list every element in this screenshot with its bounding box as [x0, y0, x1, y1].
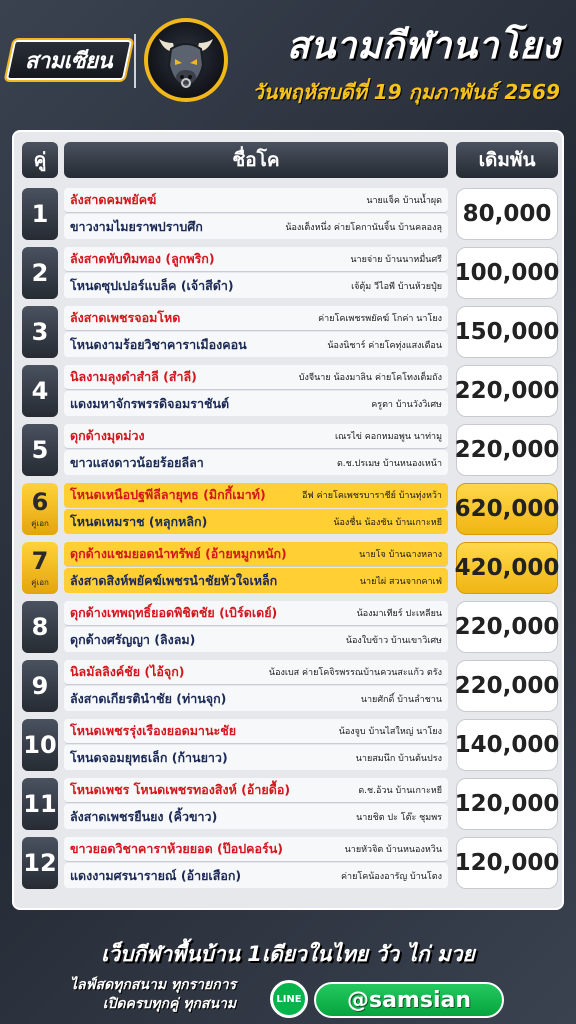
bet-amount-text: 120,000 [454, 791, 560, 817]
bet-amount-text: 620,000 [454, 496, 560, 522]
bet-amount [456, 424, 558, 476]
bet-amount-text: 220,000 [454, 673, 560, 699]
fighter-name: ลังสาดเพชรจอมโหด [70, 310, 181, 325]
fighter-blue-corner [64, 509, 448, 534]
pair-number-text: 3 [31, 318, 49, 346]
column-header-pair: คู่ [22, 142, 58, 178]
bet-amount-text: 120,000 [454, 850, 560, 876]
table-row [22, 365, 558, 417]
bet-amount [456, 306, 558, 358]
bet-amount [456, 365, 558, 417]
bet-amount-text: 420,000 [454, 555, 560, 581]
bet-amount-text: 100,000 [454, 260, 560, 286]
fighter-blue-corner [64, 686, 448, 711]
pair-number-text: 6 [31, 488, 49, 516]
pair-number [22, 424, 58, 476]
fighter-red-corner [64, 837, 448, 862]
fighter-owner: น้องมาเทียร์ ปะเหลียน [356, 609, 442, 619]
bet-amount [456, 542, 558, 594]
event-date: วันพฤหัสบดีที่ 19 กุมภาพันธ์ 2569 [252, 80, 560, 104]
fighter-blue-corner [64, 450, 448, 475]
pair-number [22, 247, 58, 299]
fighter-name: ดุกด้างมุดม่วง [70, 428, 145, 443]
bet-amount [456, 188, 558, 240]
fighter-red-corner [64, 660, 448, 685]
column-header-bet: เดิมพัน [456, 142, 558, 178]
main-event-label: คู่เอก [31, 519, 49, 528]
fighter-owner: นายศักดิ์ บ้านลำชาน [360, 694, 442, 705]
fighter-owner: ค่ายโคน้องอารัญ บ้านโตง [341, 871, 442, 882]
fighters-cell [64, 365, 448, 417]
fighters-cell [64, 719, 448, 771]
fighter-name: ลังสาดสิงห์พยัคฆ์เพชรนำชัยหัวใจเหล็ก [70, 572, 278, 588]
pair-number-text: 2 [31, 259, 49, 287]
pair-number-text: 7 [31, 547, 49, 575]
fighter-owner: นายชิต ปะ โต๊ะ ชุมพร [356, 812, 442, 823]
fighter-name: โหนดงามร้อยวิชาคาราเมืองคอน [70, 336, 247, 352]
fighter-red-corner [64, 542, 448, 567]
fighter-red-corner [64, 188, 448, 213]
footer-line-1: ไลฟ์สดทุกสนาม ทุกรายการ [70, 977, 237, 993]
table-row [22, 424, 558, 476]
bet-amount [456, 719, 558, 771]
fighter-owner: เณรไข่ คอกหมอพูน นาท่ามู [334, 432, 442, 442]
pair-number-text: 9 [31, 672, 49, 700]
fighter-name: ขาวงามไมยราพปราบศึก [70, 218, 203, 234]
pair-number [22, 601, 58, 653]
pair-number [22, 306, 58, 358]
fighter-owner: อีฟ ค่ายโคเพชรบาราชีย์ บ้านทุ่งหว้า [302, 491, 442, 501]
fighter-owner: น้องนิชาร์ ค่ายโคทุ่งแสงเดือน [327, 340, 442, 351]
pair-number [22, 837, 58, 889]
table-row [22, 542, 558, 594]
table-row [22, 247, 558, 299]
fighter-blue-corner [64, 745, 448, 770]
main-event-label: คู่เอก [31, 578, 49, 587]
fighters-cell [64, 424, 448, 476]
fighter-red-corner [64, 601, 448, 626]
bet-amount [456, 660, 558, 712]
fighter-name: ลังสาดคมพยัคฆ์ [70, 192, 157, 207]
pair-number-text: 8 [31, 613, 49, 641]
fighters-cell [64, 188, 448, 240]
fighter-blue-corner [64, 332, 448, 357]
bet-amount [456, 778, 558, 830]
fighter-blue-corner [64, 863, 448, 888]
footer-line-2: เปิดครบทุกคู่ ทุกสนาม [102, 996, 237, 1012]
table-row [22, 719, 558, 771]
pair-number [22, 188, 58, 240]
pair-number [22, 778, 58, 830]
pair-number-text: 11 [23, 790, 57, 818]
pair-number-text: 5 [31, 436, 49, 464]
fighters-cell [64, 306, 448, 358]
fighters-cell [64, 601, 448, 653]
fighter-red-corner [64, 424, 448, 449]
table-row [22, 188, 558, 240]
pair-number [22, 542, 58, 594]
fighter-owner: น้องเต็งหนึ่ง ค่ายโคกานันจิ้น บ้านคลองลุ [285, 222, 442, 233]
fighter-owner: นายโจ บ้านฉางหลาง [359, 550, 442, 560]
fighter-owner: นายแจ็ค บ้านน้ำผุด [366, 196, 442, 206]
fighter-owner: ค่ายโคเพชรพยัคฆ์ โกค่า นาโยง [318, 314, 442, 324]
fighters-cell [64, 483, 448, 535]
pair-number-text: 10 [23, 731, 57, 759]
fighter-name: ดุกด้างศรัญญา (ลิงลม) [70, 631, 196, 647]
pair-number [22, 719, 58, 771]
fighters-cell [64, 778, 448, 830]
fighter-owner: บังจีนาย น้องมาลิน ค่ายโคโทงเต็มถัง [298, 373, 442, 383]
fighter-red-corner [64, 365, 448, 390]
table-row [22, 306, 558, 358]
fighters-cell [64, 247, 448, 299]
fighters-cell [64, 542, 448, 594]
bet-amount [456, 601, 558, 653]
line-handle-button[interactable] [314, 982, 504, 1018]
fighter-name: ลังสาดเกียรตินำชัย (ท่านจุก) [70, 690, 227, 706]
pair-number [22, 483, 58, 535]
pair-number-text: 4 [31, 377, 49, 405]
line-label: LINE [276, 993, 302, 1005]
fighter-name: ขาวยอดวิชาคาราห้วยยอด (ป๊อปคอร์น) [70, 841, 283, 856]
fighter-name: ดุกด้างแชมยอดนำทรัพย์ (อ้ายหมูกหนัก) [70, 546, 287, 561]
fighter-name: โหนดซุปเปอร์แบล็ค (เจ้าสีดำ) [70, 277, 234, 293]
bet-amount [456, 483, 558, 535]
fighter-blue-corner [64, 568, 448, 593]
fighter-name: ลังสาดเพชรยืนยง (คิ้วขาว) [70, 808, 218, 824]
pair-number-text: 12 [23, 849, 57, 877]
bull-mascot-icon [144, 18, 228, 102]
line-handle-text: @samsian [346, 987, 471, 1013]
bet-amount [456, 247, 558, 299]
fighter-blue-corner [64, 273, 448, 298]
fighter-owner: นายสมนึก บ้านต้นปรง [355, 753, 442, 764]
fighter-name: โหนดเหนือปฐพีลีลายุทธ (มิกกี้เมาท์) [70, 487, 266, 502]
table-row [22, 660, 558, 712]
header-divider [134, 34, 136, 88]
fight-table [12, 130, 564, 910]
fighter-owner: เจ้ตุ้ม วีไอพี บ้านห้วยปุ๋ย [351, 281, 442, 292]
fighter-name: นิลงามลุงดำสำลี (สำลี) [70, 369, 197, 384]
footer [0, 924, 576, 1024]
page-title: สนามกีฬานาโยง [286, 24, 560, 67]
fighter-owner: น้องจูบ บ้านไสใหญ่ นาโยง [338, 727, 442, 737]
pair-number [22, 660, 58, 712]
bet-amount-text: 220,000 [454, 614, 560, 640]
fighter-owner: ครูตา บ้านวังวิเศษ [371, 399, 442, 410]
fighter-name: โหนดจอมยุทธเล็ก (ก้านยาว) [70, 749, 228, 765]
brand-logo [6, 40, 133, 80]
fighter-red-corner [64, 247, 448, 272]
fighter-blue-corner [64, 804, 448, 829]
bet-amount-text: 150,000 [454, 319, 560, 345]
table-row [22, 483, 558, 535]
table-row [22, 601, 558, 653]
fighter-name: ดุกด้างเทพฤทธิ์ยอดพิชิตชัย (เบิร์ดเดย์) [70, 605, 278, 620]
fighter-blue-corner [64, 391, 448, 416]
fighter-name: แดงงามศรนารายณ์ (อ้ายเสือก) [70, 867, 242, 883]
fighters-cell [64, 837, 448, 889]
fighter-owner: นายหัวจิต บ้านหนองหวิน [344, 845, 442, 855]
fighter-blue-corner [64, 627, 448, 652]
fighters-cell [64, 660, 448, 712]
bet-amount [456, 837, 558, 889]
fighter-red-corner [64, 483, 448, 508]
line-app-icon [270, 980, 308, 1018]
fighter-name: แดงมหาจักรพรรดิจอมราชันต์ [70, 395, 230, 411]
fighter-name: โหนดเพชร โหนดเพชรทองสิงห์ (อ้ายดื้อ) [70, 782, 291, 797]
pair-number [22, 365, 58, 417]
fighter-name: โหนดเหมราช (หลุกหลิก) [70, 513, 208, 529]
brand-name: สามเซียน [25, 48, 113, 74]
fighter-owner: น้องใบข้าว บ้านเขาวิเศษ [345, 635, 442, 646]
bet-amount-text: 220,000 [454, 378, 560, 404]
footer-title: เว็บกีฬาพื้นบ้าน 1เดียวในไทย วัว ไก่ มวย [101, 942, 475, 966]
table-row [22, 778, 558, 830]
fighter-name: ลังสาดทับทิมทอง (ลูกพริก) [70, 251, 215, 266]
fighter-name: นิลมัลลิงค์ชัย (ไอ้จุก) [70, 664, 185, 679]
bet-amount-text: 80,000 [462, 201, 552, 227]
fighter-owner: ด.ช.อ้วน บ้านเกาะหยี [358, 786, 442, 796]
bet-amount-text: 140,000 [454, 732, 560, 758]
header [0, 0, 576, 118]
fighter-name: โหนดเพชรรุ่งเรืองยอดมานะชัย [70, 723, 237, 738]
fighter-name: ขาวแสงดาวน้อยร้อยลีลา [70, 454, 204, 470]
fighter-owner: นายไผ่ สวนจากคาเฟ่ [359, 576, 442, 587]
fighter-owner: น้องชื่น น้องชัน บ้านเกาะหยี [333, 517, 442, 528]
bet-amount-text: 220,000 [454, 437, 560, 463]
fighter-owner: น้องเบส ค่ายโคจิรพรรณบ้านควนสะแก้ว ตรัง [268, 668, 442, 678]
fighter-blue-corner [64, 214, 448, 239]
fighter-red-corner [64, 719, 448, 744]
fighter-red-corner [64, 306, 448, 331]
fighter-red-corner [64, 778, 448, 803]
fighter-owner: นายจ่าย บ้านนาหมื่นศรี [350, 255, 442, 265]
table-row [22, 837, 558, 889]
fighter-owner: ด.ช.ปรเมษ บ้านหนองเหน้า [336, 458, 442, 469]
footer-tagline [70, 976, 236, 1014]
column-header-name: ชื่อโค [64, 142, 448, 178]
pair-number-text: 1 [31, 200, 49, 228]
